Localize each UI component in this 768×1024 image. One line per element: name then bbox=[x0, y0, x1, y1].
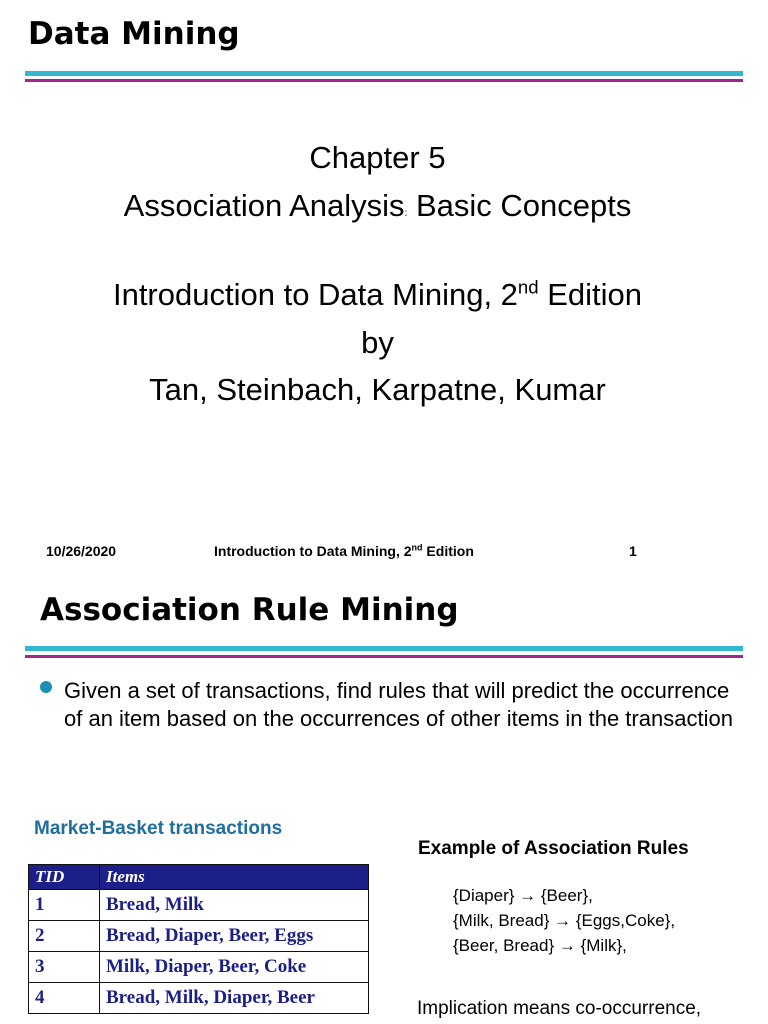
rule-item: {Beer, Bread} → {Milk}, bbox=[453, 936, 627, 955]
slide1-title: Data Mining bbox=[28, 16, 240, 52]
title-divider-teal bbox=[25, 71, 743, 76]
footer-book-title bbox=[214, 543, 474, 559]
book-title bbox=[0, 277, 755, 313]
footer-book-a: Introduction to Data Mining, 2 bbox=[214, 543, 412, 559]
header-items: Items bbox=[100, 865, 369, 890]
cell-items: Bread, Milk bbox=[100, 890, 369, 921]
slide2-title: Association Rule Mining bbox=[40, 592, 459, 628]
market-basket-caption: Market-Basket transactions bbox=[34, 818, 283, 839]
rule-item: {Milk, Bread} → {Eggs,Coke}, bbox=[453, 911, 676, 930]
table-row bbox=[29, 921, 369, 952]
book-title-b: Edition bbox=[538, 277, 643, 312]
footer-page-number: 1 bbox=[629, 543, 637, 559]
chapter-label: Chapter 5 bbox=[309, 140, 446, 175]
cell-tid: 1 bbox=[29, 890, 100, 921]
footer-book-b: Edition bbox=[422, 543, 474, 559]
subtitle-separator: : bbox=[404, 208, 408, 219]
implication-text: Implication means co-occurrence, bbox=[417, 998, 702, 1019]
table-row bbox=[29, 890, 369, 921]
cell-tid: 3 bbox=[29, 952, 100, 983]
subtitle-part-b: Basic Concepts bbox=[407, 188, 632, 223]
title-divider-purple bbox=[25, 79, 743, 82]
rule-item: {Diaper} → {Beer}, bbox=[453, 886, 593, 905]
bullet-dot-icon bbox=[40, 681, 52, 693]
cell-items: Milk, Diaper, Beer, Coke bbox=[100, 952, 369, 983]
table-row bbox=[29, 952, 369, 983]
book-title-a: Introduction to Data Mining, 2 bbox=[112, 277, 518, 312]
slide2-divider-purple bbox=[25, 655, 743, 658]
bullet-text: Given a set of transactions, find rules that will predict the occurrence of an item based on the occurrences of other items in the transaction bbox=[64, 678, 733, 731]
cell-items: Bread, Diaper, Beer, Eggs bbox=[100, 921, 369, 952]
cell-tid: 2 bbox=[29, 921, 100, 952]
header-tid: TID bbox=[29, 865, 100, 890]
subtitle-part-a: Association Analysis bbox=[123, 188, 405, 223]
cell-tid: 4 bbox=[29, 983, 100, 1014]
rules-title: Example of Association Rules bbox=[418, 838, 689, 859]
slide2-divider-teal bbox=[25, 646, 743, 651]
footer-book-sup: nd bbox=[411, 542, 423, 553]
table-row bbox=[29, 983, 369, 1014]
cell-items: Bread, Milk, Diaper, Beer bbox=[100, 983, 369, 1014]
transactions-table bbox=[28, 864, 369, 1014]
footer-date: 10/26/2020 bbox=[46, 543, 117, 559]
by-label: by bbox=[361, 325, 394, 360]
chapter-subtitle bbox=[0, 188, 755, 224]
book-title-sup: nd bbox=[517, 276, 539, 298]
authors: Tan, Steinbach, Karpatne, Kumar bbox=[149, 372, 606, 407]
table-header-row bbox=[29, 865, 369, 890]
